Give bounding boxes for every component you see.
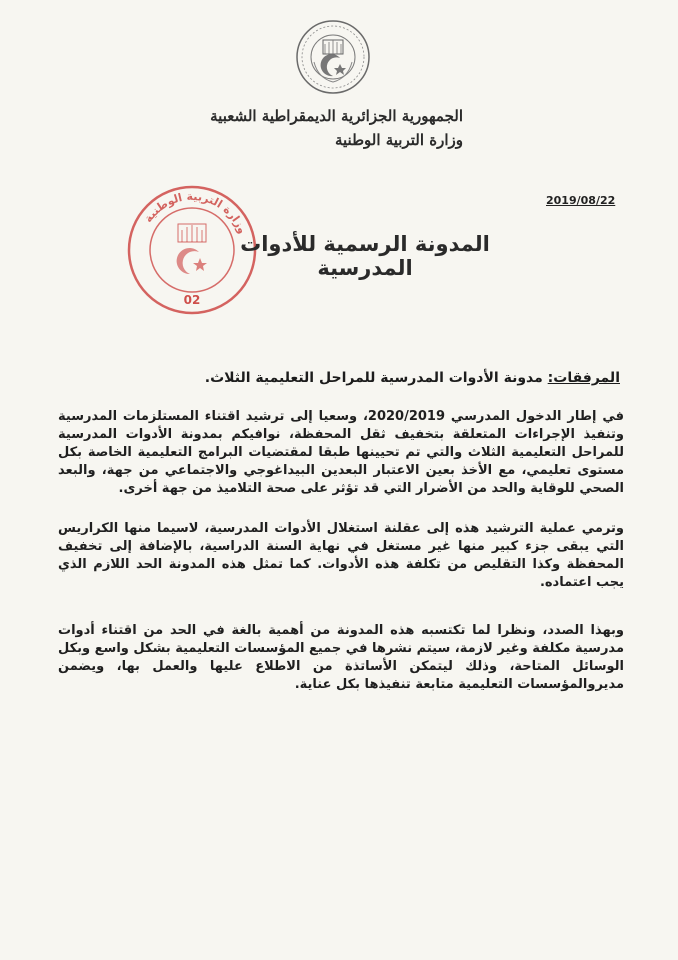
body-paragraph-1: في إطار الدخول المدرسي 2020/2019، وسعيا إلى ترشيد اقتناء المستلزمات المدرسية وتنفيذ الإجراءات المتعلقة بتخفيف ثقل المحفظة، نوافيكم بمدونة الأدوات المدرسية للمراحل التعليمية الثلاث والتي تم تحيينها طبقا لمقتضيات البرامج التعليمية الخاصة بكل مستوى تعليمي، مع الأخذ بعين الاعتبار البعدين البيداغوجي والاجتماعي من جهة، والبعد الصحي للوقاية والحد من الأضرار التي قد تؤثر على صحة التلاميذ من جهة أخرى. [58, 409, 624, 496]
attachments-line [60, 370, 620, 386]
national-emblem-seal [294, 18, 372, 96]
body-paragraph-2: وترمي عملية الترشيد هذه إلى عقلنة استغلال الأدوات المدرسية، لاسيما منها الكراريس التي يبقى جزء كبير منها غير مستغل في نهاية السنة الدراسية، بالإضافة إلى تخفيف المحفظة وكذا التقليص من تكلفة هذه الأدوات. كما تمثل هذه المدونة الحد اللازم الذي يجب اعتماده. [58, 521, 624, 590]
attachments-text: مدونة الأدوات المدرسية للمراحل التعليمية الثلاث. [204, 370, 543, 386]
document-date: 2019/08/22 [546, 194, 616, 207]
letterhead [203, 104, 463, 152]
stamp-ring-text: وزارة التربية الوطنية [141, 189, 249, 236]
body-paragraph-3: وبهذا الصدد، ونظرا لما تكتسبه هذه المدونة من أهمية بالغة في الحد من اقتناء أدوات مدرسية مكلفة وغير لازمة، سيتم نشرها في جميع المؤسسات التعليمية بشكل واسع وبكل الوسائل المتاحة، وذلك ليتمكن الأساتذة من الاطلاع عليها والعمل بها، ويضمن مديروالمؤسسات التعليمية متابعة تنفيذها بكل عناية. [58, 623, 624, 692]
republic-name: الجمهورية الجزائرية الديمقراطية الشعبية [210, 107, 463, 125]
ministry-name: وزارة التربية الوطنية [334, 131, 463, 149]
document-title: المدونة الرسمية للأدوات المدرسية [240, 232, 490, 280]
stamp-number: 02 [183, 293, 201, 307]
attachments-label: المرفقات: [547, 370, 620, 386]
